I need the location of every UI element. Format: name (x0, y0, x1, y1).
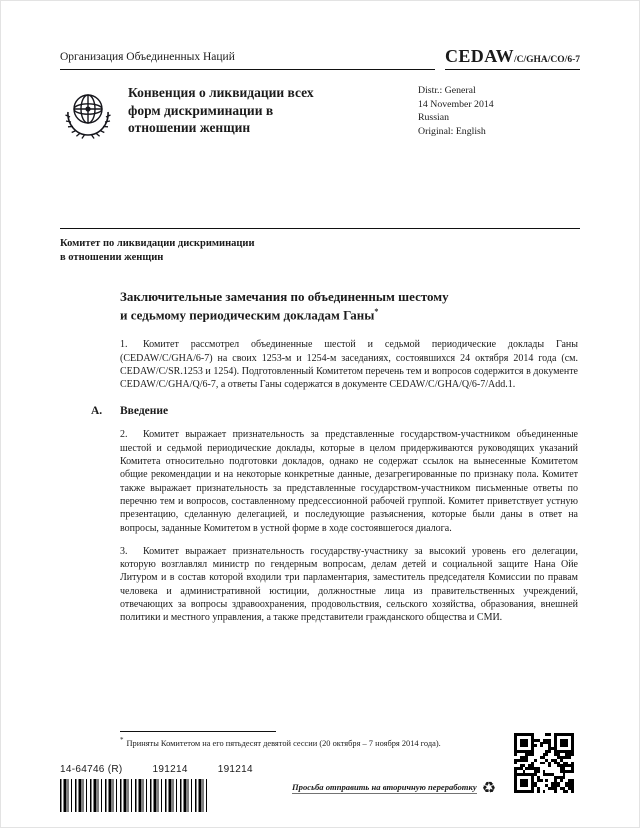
distribution-block (418, 84, 580, 139)
distr-original: Original: English (418, 126, 486, 138)
convention-title-line: отношении женщин (128, 120, 251, 136)
document-id: 14-64746 (R) (60, 764, 123, 775)
footnote-text: * Приняты Комитетом на его пятьдесят девятой сессии (20 октября – 7 ноября 2014 года). (120, 736, 441, 748)
document-id-line (60, 764, 283, 775)
paragraph-text: Комитет выражает признательность за представленные государством-участником объединенные шестой и седьмой периодические доклады, которые в целом придерживаются руководящих указаний Комитета относительно подготовки докладов, однако не содержат ссылок на вынесенные Комитетом общие рекомендации и на некоторые конкретные данные, дезагрегированные по признаку пола. Комитет также выражает признательность за представленные государством-участником письменные ответы по перечню тем и вопросов, составленному предсессионной рабочей группой. Комитет приветствует устную презентацию, сделанную делегацией, и последующие разъяснения, которые были даны в ответ на вопросы, заданные Комитетом в устной форме в ходе состоявшегося диалога. (120, 429, 578, 534)
document-symbol (445, 46, 580, 70)
footnote-area (120, 731, 578, 749)
title-footnote-marker: * (374, 307, 379, 317)
recycle-notice (292, 780, 496, 796)
masthead (60, 46, 580, 70)
paragraph-number: 1. (120, 339, 128, 351)
header-rule (60, 228, 580, 229)
convention-title (128, 84, 393, 137)
paragraph-number: 2. (120, 429, 128, 441)
footer-code-1: 191214 (152, 764, 188, 775)
footnote-rule (120, 731, 276, 732)
document-symbol-suffix: /C/GHA/CO/6-7 (514, 55, 580, 65)
paragraph-text: Комитет рассмотрел объединенные шестой и седьмой периодические доклады Ганы (CEDAW/C/GHA/6-7) на своих 1253-м и 1254-м заседаниях, состоявшихся 24 октября 2014 года (см. CEDAW/C/SR.1253 и 1254). Подготовленный Комитетом перечень тем и вопросов содержится в документе CEDAW/C/GHA/Q/6-7, а ответы Ганы содержатся в документе CEDAW/C/GHA/Q/6-7/Add.1. (120, 339, 578, 391)
subhead (60, 84, 580, 144)
qr-code (514, 733, 574, 793)
document-title: Заключительные замечания по объединенным шестому и седьмому периодическим докладам Ганы* (120, 289, 449, 323)
paragraph-number: 3. (120, 545, 128, 557)
un-emblem-icon (60, 86, 116, 144)
paragraph-2 (120, 428, 578, 534)
distr-date: 14 November 2014 (418, 98, 494, 110)
paragraph-1 (120, 338, 578, 391)
document-symbol-main: CEDAW (445, 46, 515, 66)
footnote-marker: * (120, 736, 124, 744)
section-label: A. (91, 405, 103, 418)
recycle-icon: ♻ (481, 778, 496, 797)
section-title: Введение (120, 405, 169, 418)
paragraph-3 (120, 545, 578, 625)
convention-title-line: Конвенция о ликвидации всех (128, 85, 314, 100)
committee-name (60, 237, 255, 265)
distr-language: Russian (418, 112, 450, 124)
committee-name-line: в отношении женщин (60, 252, 164, 264)
barcode (60, 779, 210, 812)
recycle-text: Просьба отправить на вторичную переработку (292, 782, 477, 792)
section-a-heading (91, 405, 578, 417)
committee-name-line: Комитет по ликвидации дискриминации (60, 238, 255, 249)
convention-title-line: форм дискриминации в (128, 102, 274, 118)
org-name: Организация Объединенных Наций (60, 51, 435, 70)
footer-code-2: 191214 (217, 764, 253, 775)
paragraph-text: Комитет выражает признательность государству-участнику за высокий уровень его делегации, которую возглавлял министр по гендерным вопросам, делам детей и социальной защите Нана Ойе Литуром и в состав которой входили три парламентария, заместитель председателя Комиссии по правам человека и административной юстиции, должностные лица из правительственных учреждений, отвечающих за вопросы здравоохранения, продовольствия, сельского хозяйства, образования, внешней политики и местного управления, а также представители гражданского общества и СМИ. (120, 545, 578, 624)
main-content (91, 288, 578, 635)
distr-type: Distr.: General (418, 85, 476, 96)
